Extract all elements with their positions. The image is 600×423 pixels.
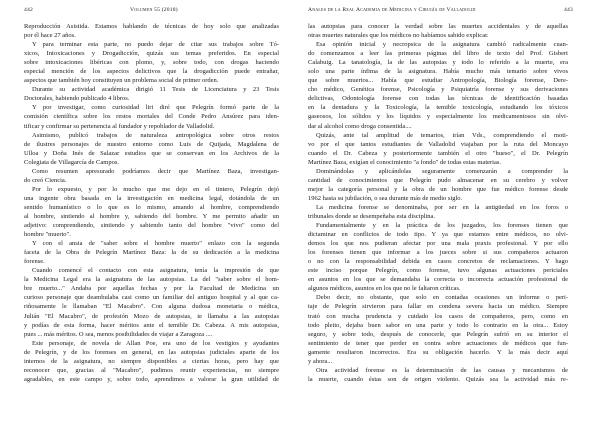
- text-line: en asuntos en los que se demandaba la correcta o incorrecta actuación profesional de: [308, 276, 568, 284]
- text-line: do comenzamos a leer las primeras páginas del libro de texto del Prof. Gisbert: [308, 50, 568, 58]
- text-line: hombre "muerto".: [24, 231, 71, 239]
- text-line: reconocer que, gracias al "Macabro", pudimos reunir experiencias, no siempre: [24, 366, 279, 374]
- text-line: taje de Pelegrín sirvieron para fallar en condena severa hacia un médico. Siempre: [308, 303, 568, 311]
- text-line: una ingente obra basada en la investigación en medicina legal, dotándola de un: [24, 194, 279, 202]
- text-line: Colegiata de Villagarcía de Campos.: [24, 158, 119, 166]
- text-line: los forenses tienen que informar a los jueces sobre si sus compañeros actuaron: [308, 249, 568, 257]
- running-head: Anales de la Real Academia de Medicina y Cirugía de Valladolid: [308, 7, 476, 13]
- text-line: Reproducción Asistida. Estamos hablando de técnicas de hoy solo que analizadas: [24, 23, 279, 30]
- text-line: Quizás, ante tal amplitud de temarios, irían Vds., comprendiendo el moti-: [316, 131, 568, 139]
- text-line: todo pleito, dejaba buen sabor en una parte y todo lo contrario en la otra... Estoy: [308, 321, 568, 329]
- text-line: Doctorales, habiendo publicado 4 libros.: [24, 95, 130, 103]
- text-line: Cuando comencé el contacto con esta asignatura, tenía la impresión de que: [32, 267, 279, 275]
- page-number: 442: [24, 7, 33, 13]
- text-line: o no con la responsabilidad debida en casos concretos de reclamaciones. Y hago: [308, 258, 568, 266]
- text-line: pues ... más méritos. O sea, menos posibilidades de viajar a Zaragoza ....: [24, 330, 213, 338]
- text-line: cho médico, Genética forense, Psicología y Psiquiatría forense y sus derivaciones: [308, 86, 568, 94]
- text-line: gamente resultaron incorrectos. Era su obligación hacerlo. Y la más decir aquí: [308, 348, 568, 356]
- text-line: Calabuig. La tanatología, la de las autopsias y todo lo referido a la muerte, era: [308, 59, 568, 67]
- text-line: Durante su actividad académica dirigió 11 Tesis de Licenciatura y 23 Tesis: [32, 86, 279, 94]
- text-line: Julián "El Macabro", de profesión Mozo de autopsias, te llamaba a las autopsias: [24, 312, 279, 320]
- text-line: la muerte, cuando éstas son de origen violento. Quizás sea la actividad más re-: [308, 375, 568, 383]
- right-page: [300, 0, 600, 423]
- running-head: Volumen 55 (2018): [130, 7, 178, 13]
- text-line: de Pelegrín, y de los forenses en general, en las autopsias judiciales aparte de los: [24, 348, 279, 356]
- text-line: seguro, y sobre todo, después de conocerle, que Pelegrín sufrió en su interior el: [308, 330, 568, 338]
- text-line: aspectos que también hoy constituyen un problema social de primer orden.: [24, 77, 219, 85]
- text-line: tribunales donde se desempeñaba esta disciplina.: [308, 212, 436, 220]
- text-line: sentido humanístico o lo que es lo mismo, amando al hombre, comprendiendo: [24, 203, 279, 211]
- text-line: Fundamentalmente y en la práctica de los juzgados, los forenses tienen que: [316, 222, 568, 230]
- text-line: este inciso porque Pelegrín, como forense, tuvo algunas actuaciones periciales: [308, 267, 568, 275]
- text-line: Dominándolas y aplicándolas seguramente comenzarán a comprender la: [316, 167, 568, 175]
- text-line: cantidad de conocimientos que Pelegrín pudo almacenar en su cerebro y volver: [308, 176, 568, 184]
- text-line: Asimismo, publicó trabajos de naturaleza antropológica sobre otros restos: [32, 131, 279, 139]
- text-line: otras muertes naturales que los médicos no habíamos sabido explicar.: [308, 32, 489, 40]
- text-line: vo por el que tantos estudiantes de Valladolid viajaban por la ruta del Moncayo: [308, 140, 568, 148]
- text-line: comisión científica sobre los restos mortales del Conde Pedro Ansúrez para iden-: [24, 113, 279, 121]
- text-line: mejor la categoría personal y la obra de un hombre que fue médico forense desde: [308, 185, 568, 193]
- text-line: La medicina forense se denominaba, por ser en la antigüedad en los foros o: [316, 203, 568, 211]
- text-line: riñosamente le llamaban "El Macabro". Con alguna dudosa monetaria o médica,: [24, 303, 279, 311]
- text-line: Debo decir, no obstante, que solo en contadas ocasiones un informe o peri-: [316, 294, 568, 302]
- text-line: algunos médicos, asuntos en los que no le faltaron críticas.: [308, 285, 461, 293]
- text-column: [24, 22, 279, 384]
- text-line: de ilustres personajes de nuestro entorno como Luis de Quijada, Magdalena de: [24, 140, 279, 148]
- text-line: agradables, en este campo y, sobre todo, aprendimos a valorar la gran utilidad de: [24, 375, 279, 383]
- text-line: las autopsias para conocer la verdad sobre las muertes accidentales y de aquellas: [308, 23, 568, 30]
- text-line: curioso personaje que deambulaba casi como un familiar del antiguo hospital y al que ca-: [24, 294, 279, 302]
- text-line: bre muerto..." Andaba por aquellas fechas y por la Facultad de Medicina un: [24, 285, 279, 293]
- text-line: demos los que nos pudieran afectar por una mala praxis profesional. Y por ello: [308, 240, 568, 248]
- text-line: dar al alcohol como droga consentida....: [308, 122, 412, 130]
- text-line: y podías de esta forma, hacer méritos ante el temible Dr. Cabeza. A mis autopsias,: [24, 321, 279, 329]
- text-line: Martínez Baza, exigían el conocimiento "a fondo" de todas estas materias.: [308, 158, 502, 166]
- text-line: forense.: [24, 258, 45, 266]
- text-line: Y con el ansia de "saber sobre el hombre muerto" enlazo con la segunda: [32, 240, 279, 248]
- text-line: sobre intoxicaciones libéricas con plomo, y, sobre todo, con drogas haciendo: [24, 59, 279, 67]
- text-line: cuando el Dr. Cabeza y posteriormente también el otro "hueso", el Dr. Pelegrín: [308, 149, 568, 157]
- text-line: tificar y confirmar su pertenencia al fundador y repoblador de Valladolid.: [24, 122, 215, 130]
- text-line: dictaminar en conflictos de todo tipo. Y ya que estamos entre médicos, no olvi-: [308, 231, 568, 239]
- text-line: que sobre muertos... Había que estudiar Antropología, Biología forense, Dere-: [308, 77, 568, 85]
- text-line: la Medicina Legal era la asignatura de las autopsias. La del "saber sobre el hom-: [24, 276, 279, 284]
- text-line: en la dentadura y la Toxicología, la temible toxicología, estudiando los tóxicos: [308, 104, 568, 112]
- text-line: adjetivo: comprendiendo, sintiendo y sabiendo tanto del hombre "vivo" como del: [24, 222, 279, 230]
- text-line: Por lo expuesto, y por lo mucho que me dejo en el tintero, Pelegrín dejó: [32, 185, 279, 193]
- text-line: por él hace 27 años.: [24, 32, 76, 40]
- text-line: xicos, Intoxicaciones y Drogadicción, quizás sus temas preferidos. En especial: [24, 50, 279, 58]
- text-line: Otra actividad forense es la determinación de las causas y mecanismos de: [316, 366, 568, 374]
- text-line: Y para terminar esta parte, no puedo dejar de citar sus trabajos sobre Tó-: [32, 41, 279, 49]
- text-line: Esa opinión inicial y necropsica de la asignatura cambió radicalmente cuan-: [316, 41, 568, 49]
- text-line: solo una parte ínfima de la asignatura. Había mucho más temario sobre vivos: [308, 68, 568, 76]
- text-column: [308, 22, 568, 384]
- text-line: Y por investigar, como curiosidad liri diré que Pelegrín formó parte de la: [32, 104, 279, 112]
- text-line: delictivas, Odontología forense con todas las técnicas de identificación basadas: [308, 95, 568, 103]
- text-line: Este personaje, de novela de Allan Poe, era uno de los vestigios y ayudantes: [32, 339, 279, 347]
- text-line: al hombre, sintiendo al hombre y, sabiendo del hombre. Y me permito añadir un: [24, 212, 279, 220]
- text-line: 1962 hasta su jubilación, o sea durante más de medio siglo.: [308, 194, 463, 202]
- text-line: sentimiento de tener que perder en contra sobre actuaciones de médicos que fun-: [308, 339, 568, 347]
- page-number: 443: [564, 7, 573, 13]
- text-line: trató con mucha prudencia y cuidado los casos de compañeros, pero, como en: [308, 312, 568, 320]
- text-line: especial mención de los aspectos delictivos que la drogadicción puede entrañar,: [24, 68, 279, 76]
- text-line: y ahora...: [308, 357, 333, 365]
- text-line: Ulloa y Doña Inés de Salazar estudios que se conservan en los Archivos de la: [24, 149, 279, 157]
- text-line: do creó Ciencia.: [24, 176, 67, 184]
- text-line: faceta de la Obra de Pelegrín Martínez Baza: la de su dedicación a la medicina: [24, 249, 279, 257]
- text-line: gaseosos, los sólidos y los líquidos y especialmente los medicamentosos sin olvi-: [308, 113, 568, 121]
- text-line: internos de la asignatura, no siempre disponibles a ciertas horas, pero hay que: [24, 357, 279, 365]
- text-line: Como resumen apresurado podríamos decir que Martínez Baza, investigan-: [32, 167, 279, 175]
